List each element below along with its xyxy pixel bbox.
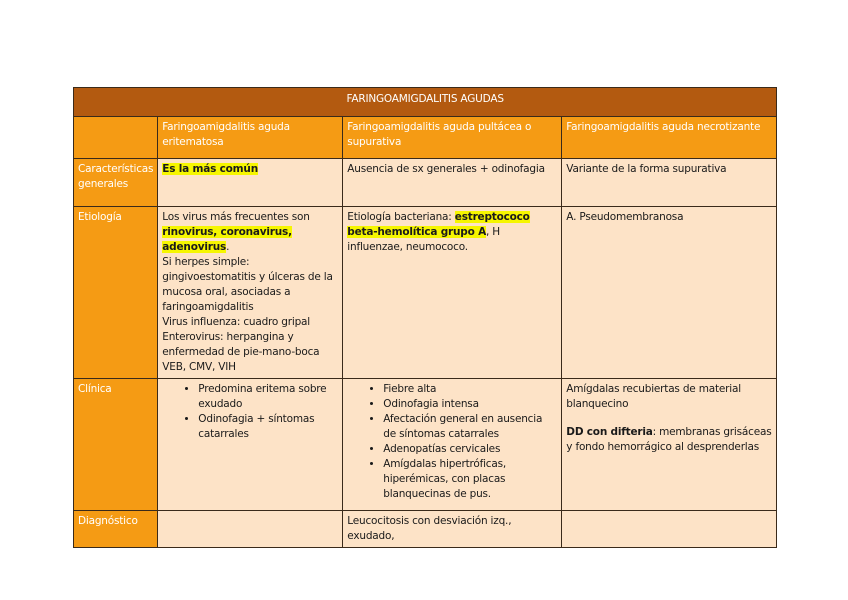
highlight-mas-comun: Es la más común: [162, 163, 258, 175]
row-clinica: [74, 379, 777, 511]
header-row: [74, 117, 777, 159]
header-empty-cell: [74, 117, 158, 159]
list-item: • Adenopatías cervicales: [383, 442, 557, 457]
etiologia-bacteriana-prefix: Etiología bacteriana:: [347, 211, 455, 223]
cell-etiologia-necrotizante: A. Pseudomembranosa: [562, 207, 777, 379]
clinica-pultacea-list: [347, 382, 557, 502]
clinica-eritematosa-list: [162, 382, 338, 442]
list-item: • Afectación general en ausencia de síntomas catarrales: [383, 412, 557, 442]
etiologia-line: Virus influenza: cuadro gripal: [162, 316, 311, 328]
clinica-necrotizante-p1: Amígdalas recubiertas de material blanquecino: [566, 383, 741, 410]
cell-caracteristicas-eritematosa: [158, 159, 343, 207]
etiologia-virus-paragraph: [162, 210, 338, 255]
list-item: • Predomina eritema sobre exudado: [198, 382, 338, 412]
etiologia-line: Si herpes simple: gingivoestomatitis y úlceras de la mucosa oral, asociadas a faringoamigdalitis: [162, 256, 333, 313]
highlight-virus: rinovirus, coronavirus, adenovirus: [162, 226, 292, 253]
etiologia-intro: Los virus más frecuentes son: [162, 211, 310, 223]
cell-etiologia-pultacea: [343, 207, 562, 379]
cell-clinica-pultacea: [343, 379, 562, 511]
header-pultacea: Faringoamigdalitis aguda pultácea o supurativa: [343, 117, 562, 159]
label-diagnostico: Diagnóstico: [74, 511, 158, 548]
etiologia-intro-end: .: [226, 241, 230, 253]
clinica-dd-paragraph: [566, 425, 772, 455]
etiologia-line: Enterovirus: herpangina y enfermedad de pie-mano-boca: [162, 331, 320, 358]
row-diagnostico: [74, 511, 777, 548]
cell-diagnostico-pultacea: Leucocitosis con desviación izq., exudado,: [343, 511, 562, 548]
header-eritematosa: Faringoamigdalitis aguda eritematosa: [158, 117, 343, 159]
dd-difteria-text: : membranas grisáceas y fondo hemorrágico al desprenderlas: [566, 426, 772, 453]
etiologia-line: VEB, CMV, VIH: [162, 361, 236, 373]
cell-diagnostico-necrotizante: [562, 511, 777, 548]
cell-caracteristicas-pultacea: Ausencia de sx generales + odinofagia: [343, 159, 562, 207]
cell-clinica-eritematosa: [158, 379, 343, 511]
row-caracteristicas: [74, 159, 777, 207]
highlight-estreptococo: estreptococo beta-hemolítica grupo A: [347, 211, 530, 238]
dd-difteria-label: DD con difteria: [566, 426, 653, 438]
etiologia-bacteriana-suffix: , H influenzae, neumococo.: [347, 226, 500, 253]
label-etiologia: Etiología: [74, 207, 158, 379]
list-item: • Odinofagia + síntomas catarrales: [198, 412, 338, 442]
label-caracteristicas: Características generales: [74, 159, 158, 207]
label-clinica: Clínica: [74, 379, 158, 511]
table-title: FARINGOAMIGDALITIS AGUDAS: [74, 88, 777, 117]
cell-clinica-necrotizante: [562, 379, 777, 511]
cell-caracteristicas-necrotizante: Variante de la forma supurativa: [562, 159, 777, 207]
title-row: [74, 88, 777, 117]
faringoamigdalitis-table: [73, 87, 777, 548]
header-necrotizante: Faringoamigdalitis aguda necrotizante: [562, 117, 777, 159]
list-item: • Odinofagia intensa: [383, 397, 557, 412]
cell-diagnostico-eritematosa: [158, 511, 343, 548]
list-item: • Fiebre alta: [383, 382, 557, 397]
list-item: • Amígdalas hipertróficas, hiperémicas, con placas blanquecinas de pus.: [383, 457, 557, 502]
row-etiologia: [74, 207, 777, 379]
cell-etiologia-eritematosa: [158, 207, 343, 379]
